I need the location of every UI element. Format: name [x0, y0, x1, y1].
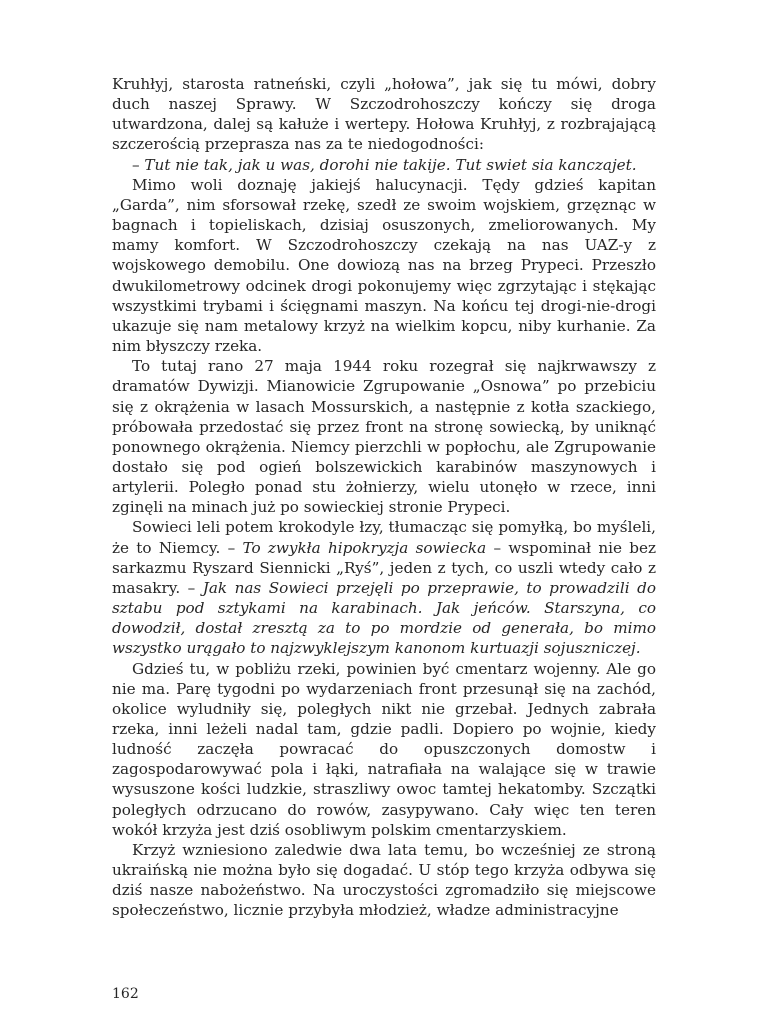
paragraph-4: To tutaj rano 27 maja 1944 roku rozegrał się najkrwawszy z dramatów Dywizji. Mianowicie Zgrupowanie „Osnowa” po przebiciu się z okrążenia w lasach Mossurskich, a następnie z kotła szackiego, próbowała przedostać się przez front na stronę sowiecką, by uniknąć ponownego okrążenia. Niemcy pierzchli w popłochu, ale Zgrupowanie dostało się pod ogień bolszewickich karabinów maszynowych i artylerii. Poległo ponad stu żołnierzy, wielu utonęło w rzece, inni zginęli na minach już po sowieckiej stronie Prypeci. [112, 357, 656, 517]
paragraph-5-text-2: – wspominał nie bez sarkazmu Ryszard Siennicki „Ryś”, jeden z tych, co uszli wtedy cało z masakry. – [112, 538, 657, 597]
book-page-text [112, 74, 656, 921]
dash-prefix: – [132, 155, 145, 174]
paragraph-6: Gdzieś tu, w pobliżu rzeki, powinien być cmentarz wojenny. Ale go nie ma. Parę tygodni po wydarzeniach front przesunął się na zachód, okolice wyludniły się, poległych nikt nie grzebał. Jednych zabrała rzeka, inni leżeli nadal tam, gdzie padli. Dopiero po wojnie, kiedy ludność zaczęła powracać do opuszczonych domostw i zagospodarowywać pola i łąki, natrafiała na walające się w trawie wysuszone kości ludzkie, straszliwy owoc tamtej hekatomby. Szczątki poległych odrzucano do rowów, zasypywano. Cały więc ten teren wokół krzyża jest dziś osobliwym polskim cmentarzyskiem. [112, 659, 656, 839]
paragraph-2-quote [112, 155, 656, 175]
paragraph-7: Krzyż wzniesiono zaledwie dwa lata temu, bo wcześniej ze stroną ukraińską nie można było się dogadać. U stóp tego krzyża odbywa się dziś nasze nabożeństwo. Na uroczystości zgromadziło się miejscowe społeczeństwo, licznie przybyła młodzież, władze administracyjne [112, 840, 656, 920]
paragraph-1: Kruhłyj, starosta ratneński, czyli „hołowa”, jak się tu mówi, dobry duch naszej Sprawy. W Szczodrohoszczy kończy się droga utwardzona, dalej są kałuże i wertepy. Hołowa Kruhłyj, z rozbrajającą szczerością przeprasza nas za te niedogodności: [112, 75, 656, 154]
paragraph-5-italic-1: To zwykła hipokryzja sowiecka [242, 538, 487, 557]
page-number: 162 [112, 986, 139, 1002]
paragraph-5-italic-2: Jak nas Sowieci przejęli po przeprawie, to prowadzili do sztabu pod sztykami na karabinach. Jak jeńców. Starszyna, co dowodził, dostał zresztą za to po mordzie od generała, bo mimo wszystko urągało to najzwyklejszym kanonom kurtuazji sojuszniczej. [112, 578, 656, 658]
paragraph-3: Mimo woli doznaję jakiejś halucynacji. Tędy gdzieś kapitan „Garda”, nim sforsował rzekę, szedł ze swoim wojskiem, grzęznąc w bagnach i topieliskach, dzisiaj osuszonych, zmeliorowanych. My mamy komfort. W Szczodrohoszczy czekają na nas UAZ-y z wojskowego demobilu. One dowiozą nas na brzeg Prypeci. Przeszło dwukilometrowy odcinek drogi pokonujemy więc zgrzytając i stękając wszystkimi trybami i ścięgnami maszyn. Na końcu tej drogi-nie-drogi ukazuje się nam metalowy krzyż na wielkim kopcu, niby kurhanie. Za nim błyszczy rzeka. [112, 175, 656, 356]
paragraph-5 [112, 517, 656, 658]
paragraph-5-text-1: Sowieci leli potem krokodyle łzy, tłumacząc się pomyłką, bo myśleli, że to Niemcy. – [112, 518, 656, 557]
quote-italic: Tut nie tak, jak u was, dorohi nie takije. Tut swiet sia kanczajet. [144, 155, 637, 174]
